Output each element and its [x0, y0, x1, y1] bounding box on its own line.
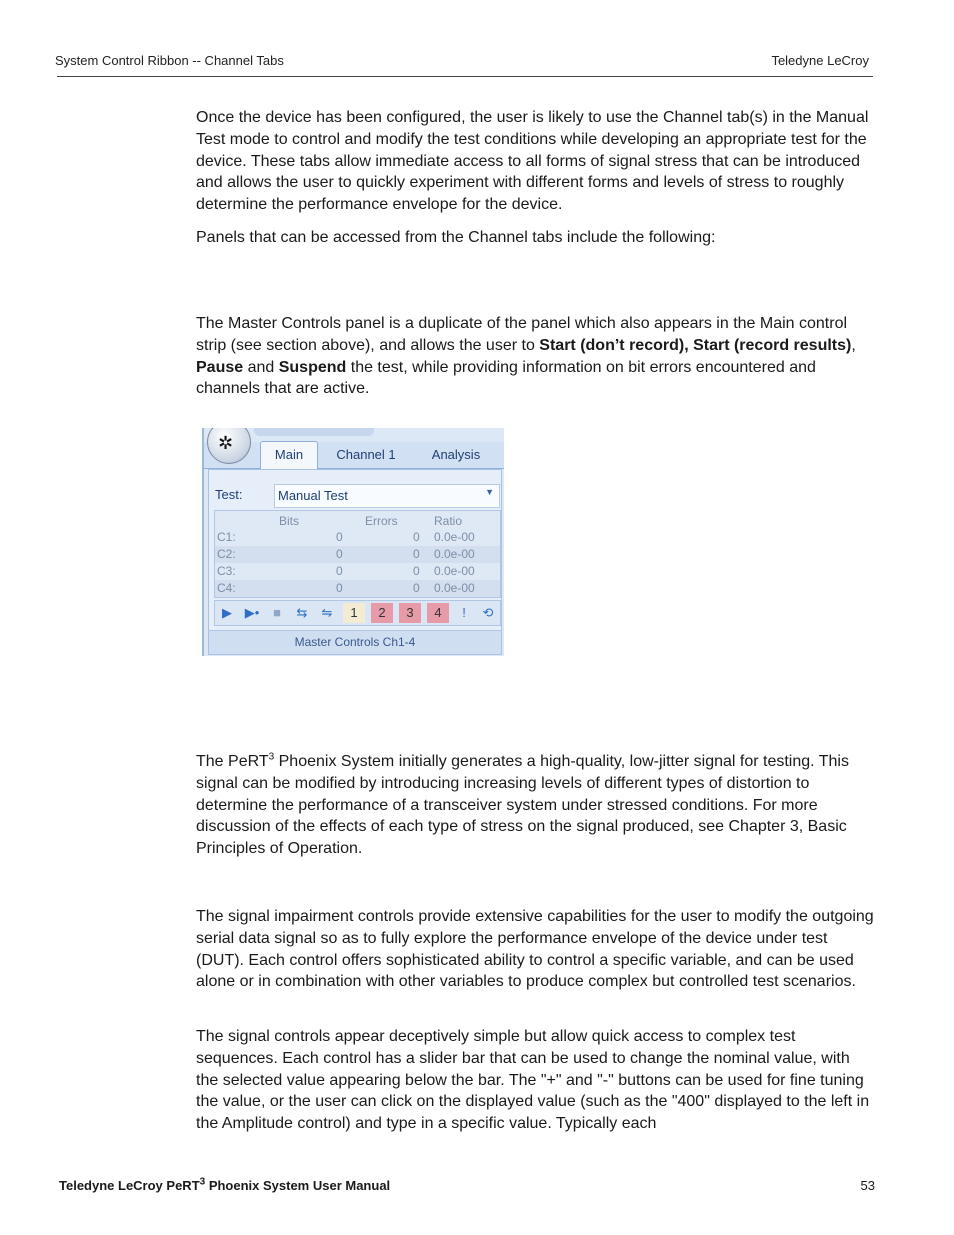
bits-value: 0: [336, 530, 343, 544]
ratio-value: 0.0e-00: [434, 530, 475, 544]
header-rule: [57, 76, 873, 77]
channel-3-button[interactable]: 3: [399, 603, 421, 623]
tab-channel-1[interactable]: Channel 1: [336, 447, 396, 462]
master-controls-panel: [208, 469, 502, 655]
chevron-down-icon: ▼: [485, 487, 494, 497]
running-header-left: System Control Ribbon -- Channel Tabs: [55, 53, 284, 68]
quick-access-toolbar[interactable]: [254, 428, 374, 436]
text-run: Phoenix System initially generates a high-quality, low-jitter signal for testing. This signal can be modified by introducing increasing levels of different types of distortion to determine the performance of a transceiver system under stressed conditions. For more discussion of the effects of each type of stress on the signal produced, see Chapter 3, Basic Principles of Operation.: [196, 753, 849, 858]
column-header-bits: Bits: [279, 514, 300, 528]
error-counter-grid: [214, 510, 501, 598]
text-run: and: [243, 358, 279, 376]
bits-value: 0: [336, 581, 343, 595]
errors-value: 0: [413, 564, 420, 578]
tab-analysis[interactable]: Analysis: [431, 447, 481, 462]
sync-all-icon[interactable]: ⇋: [321, 605, 333, 620]
test-label: Test:: [215, 487, 243, 502]
errors-value: 0: [413, 581, 420, 595]
channel-label: C2:: [217, 547, 236, 561]
bits-value: 0: [336, 564, 343, 578]
table-row: [215, 580, 500, 597]
paragraph-signal-controls: The signal controls appear deceptively simple but allow quick access to complex test sequences. Each control has a slider bar that can be used to change the nominal value, with the selected value appearing below the bar. The "+" and "-" buttons can be used for fine tuning the value, or the user can click on the displayed value (such as the "400" displayed to the left in the Amplitude control) and type in a specific value. Typically each: [196, 1028, 870, 1133]
text-run: Teledyne LeCroy PeRT: [59, 1178, 200, 1193]
panel-group-label: Master Controls Ch1-4: [209, 630, 501, 654]
paragraph-intro: Once the device has been configured, the user is likely to use the Channel tab(s) in the Manual Test mode to control and modify the test conditions while developing an appropriate test for the device. These tabs allow immediate access to all forms of signal stress that can be introduced and allows the user to quickly experiment with different forms and levels of stress to roughly determine the performance envelope for the device.: [196, 109, 869, 214]
channel-label: C1:: [217, 530, 236, 544]
record-play-icon[interactable]: ▶•: [244, 605, 260, 620]
channel-label: C4:: [217, 581, 236, 595]
footer-title: [59, 1178, 390, 1193]
master-controls-toolbar: [214, 600, 501, 626]
text-run: The Master Controls panel is a duplicate of the panel which also appears in the Main control strip (see section above), and allows the user to: [196, 315, 848, 354]
errors-value: 0: [413, 547, 420, 561]
bold-run-start: Start (don’t record), Start (record results): [539, 336, 852, 354]
ratio-value: 0.0e-00: [434, 564, 475, 578]
channel-4-button[interactable]: 4: [427, 603, 449, 623]
page-number: 53: [860, 1178, 875, 1193]
bold-run-pause: Pause: [196, 358, 244, 376]
paragraph-panels: Panels that can be accessed from the Channel tabs include the following:: [196, 229, 716, 246]
channel-1-button[interactable]: 1: [343, 603, 365, 623]
table-row: [215, 563, 500, 580]
channel-2-button[interactable]: 2: [371, 603, 393, 623]
text-run: Phoenix System User Manual: [205, 1178, 391, 1193]
superscript: 3: [199, 1176, 206, 1188]
text-run: ,: [851, 336, 856, 354]
ratio-value: 0.0e-00: [434, 547, 475, 561]
column-header-errors: Errors: [365, 514, 398, 528]
paragraph-master-controls: [196, 313, 876, 400]
superscript: 3: [268, 751, 275, 763]
text-run: The PeRT: [196, 753, 269, 770]
lock-icon[interactable]: ⟲: [482, 605, 494, 620]
master-controls-figure: [202, 428, 504, 656]
tab-main[interactable]: Main: [260, 441, 318, 469]
table-row: [215, 546, 500, 563]
errors-value: 0: [413, 530, 420, 544]
app-logo-icon: ✲: [218, 433, 234, 453]
play-icon[interactable]: ▶: [222, 605, 232, 620]
running-header-right: Teledyne LeCroy: [771, 53, 869, 68]
sync-icon[interactable]: ⇆: [296, 605, 308, 620]
stop-icon[interactable]: ■: [273, 605, 281, 620]
text-run: the test, while providing information on bit errors encountered and channels that are active.: [196, 358, 816, 398]
test-mode-value: Manual Test: [278, 488, 348, 503]
info-icon[interactable]: ǃ: [462, 605, 466, 620]
column-header-ratio: Ratio: [434, 514, 463, 528]
table-row: [215, 529, 500, 546]
test-mode-select[interactable]: [274, 484, 500, 508]
paragraph-impairment-controls: The signal impairment controls provide extensive capabilities for the user to modify the outgoing serial data signal so as to fully explore the performance envelope of the device under test (DUT). Each control offers sophisticated ability to control a specific variable, and can be used alone or in combination with other variables to produce complex but controlled test scenarios.: [196, 908, 874, 991]
channel-label: C3:: [217, 564, 236, 578]
bits-value: 0: [336, 547, 343, 561]
paragraph-pert-overview: [196, 751, 876, 860]
ratio-value: 0.0e-00: [434, 581, 475, 595]
bold-run-suspend: Suspend: [278, 358, 347, 376]
